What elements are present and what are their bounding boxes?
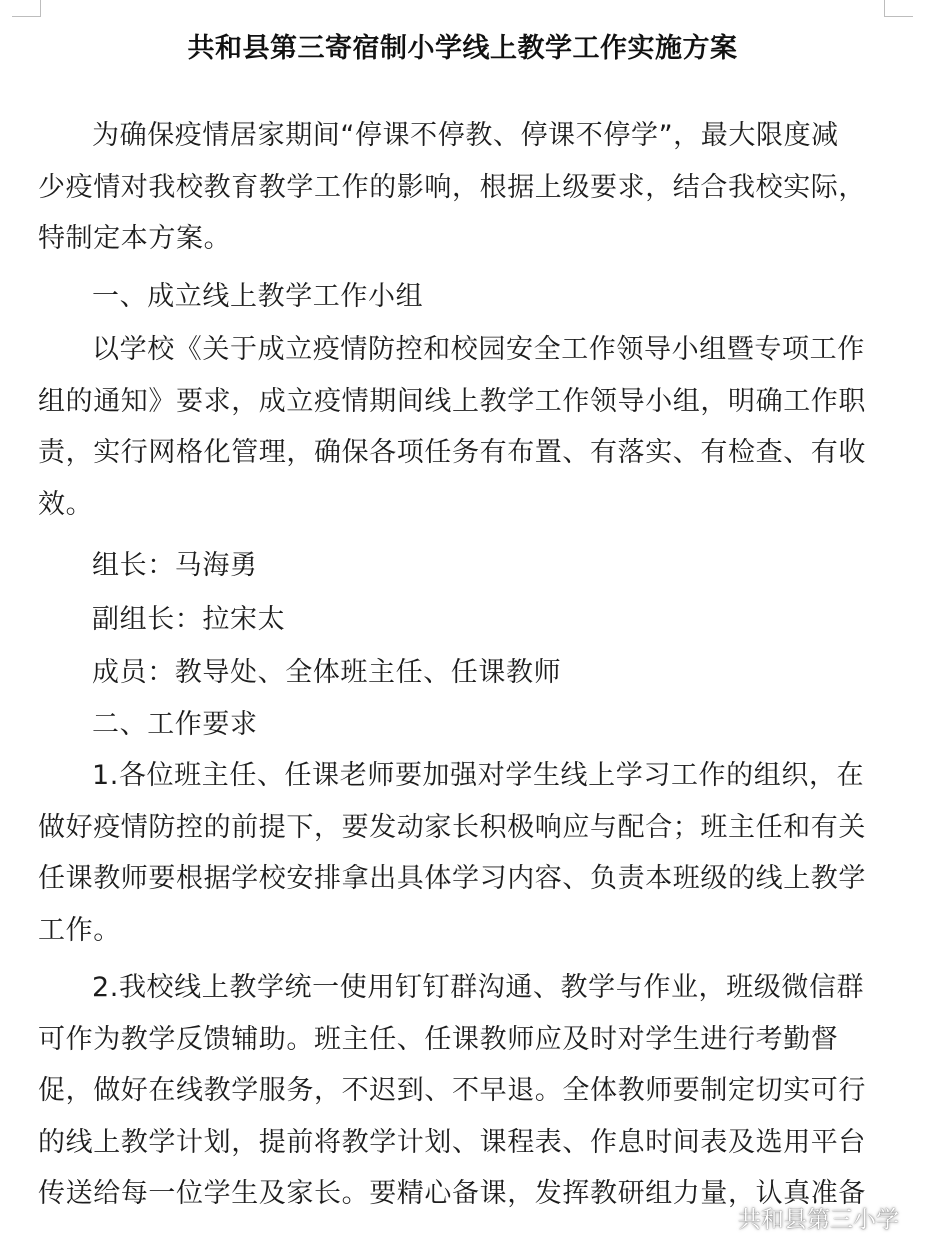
page-corner-mark-right bbox=[884, 0, 913, 17]
requirement-1-paragraph: 1.各位班主任、任课老师要加强对学生线上学习工作的组织，在做好疫情防控的前提下，要发动家长积极响应与配合；班主任和有关任课教师要根据学校安排拿出具体学习内容、负责本班级的线上教学工作。 bbox=[38, 760, 866, 946]
intro-paragraph: 为确保疫情居家期间“停课不停教、停课不停学”，最大限度减少疫情对我校教育教学工作的影响，根据上级要求，结合我校实际，特制定本方案。 bbox=[38, 120, 866, 254]
members-line: 成员：教导处、全体班主任、任课教师 bbox=[92, 657, 562, 688]
section-heading-1: 一、成立线上教学工作小组 bbox=[92, 280, 424, 312]
watermark-text: 共和县第三小学 bbox=[738, 1206, 899, 1233]
section-1-paragraph: 以学校《关于成立疫情防控和校园安全工作领导小组暨专项工作组的通知》要求，成立疫情期间线上教学工作领导小组，明确工作职责，实行网格化管理，确保各项任务有布置、有落实、有检查、有收效。 bbox=[38, 334, 866, 520]
requirement-2-paragraph: 2.我校线上教学统一使用钉钉群沟通、教学与作业，班级微信群可作为教学反馈辅助。班主任、任课教师应及时对学生进行考勤督促，做好在线教学服务，不迟到、不早退。全体教师要制定切实可行的线上教学计划，提前将教学计划、课程表、作息时间表及选用平台传送给每一位学生及家长。要精心备课，发挥教研组力量，认真准备 bbox=[38, 972, 866, 1209]
wechat-icon bbox=[698, 1202, 732, 1232]
deputy-leader-line: 副组长：拉宋太 bbox=[92, 603, 286, 635]
document-title: 共和县第三寄宿制小学线上教学工作实施方案 bbox=[187, 33, 738, 64]
wechat-watermark bbox=[698, 1197, 899, 1237]
document-body bbox=[38, 110, 866, 1220]
leader-line: 组长：马海勇 bbox=[92, 550, 258, 581]
section-heading-2: 二、工作要求 bbox=[92, 708, 258, 740]
page-corner-mark-left bbox=[12, 0, 41, 17]
